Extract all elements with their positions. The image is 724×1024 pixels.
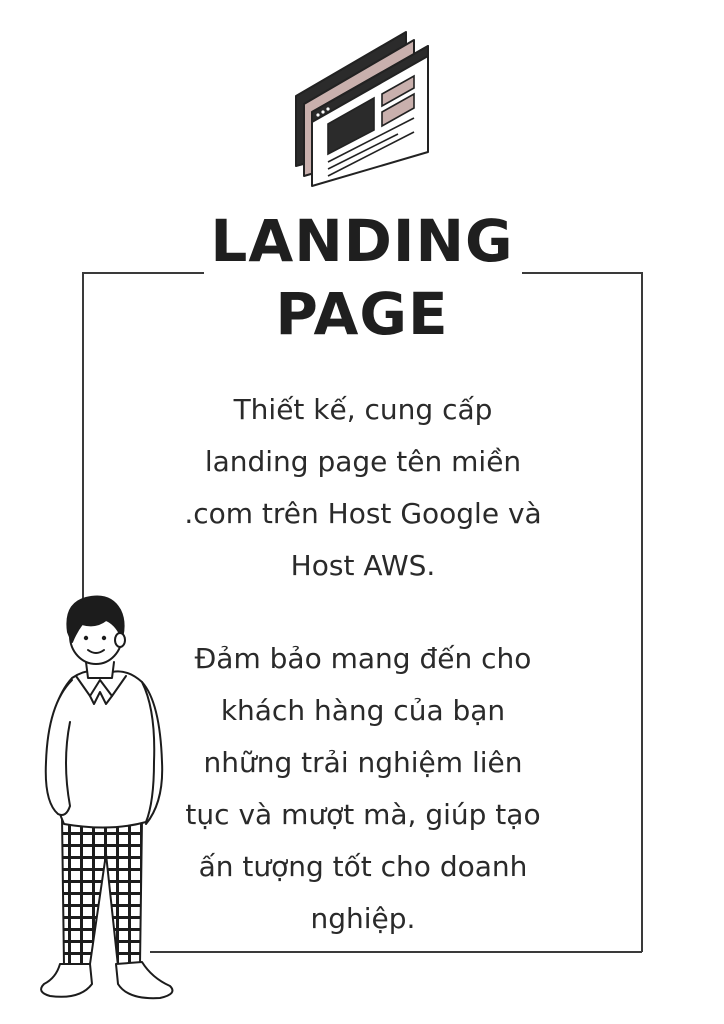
page-title-line-1: LANDING [210,207,514,275]
paragraph-line: những trải nghiệm liên [203,746,523,779]
page-title-line-2: PAGE [275,280,449,348]
frame-left-line [82,272,84,612]
frame-top-left-line [82,272,204,274]
description-paragraph-2 [140,633,586,945]
paragraph-line: .com trên Host Google và [184,497,542,530]
standing-person-illustration [20,592,190,1017]
frame-top-right-line [522,272,642,274]
paragraph-line: Đảm bảo mang đến cho [194,642,532,675]
paragraph-line: landing page tên miền [204,445,522,478]
paragraph-line: Thiết kế, cung cấp [233,393,493,426]
frame-bottom-line [150,951,642,953]
paragraph-line: Host AWS. [290,549,436,582]
paragraph-line: tục và mượt mà, giúp tạo [185,798,541,831]
frame-right-line [641,272,643,952]
description-paragraph-1 [140,384,586,592]
paragraph-line: nghiệp. [310,902,416,935]
paragraph-line: khách hàng của bạn [220,694,506,727]
browser-windows-icon [288,26,438,194]
paragraph-line: ấn tượng tốt cho doanh [198,850,528,883]
